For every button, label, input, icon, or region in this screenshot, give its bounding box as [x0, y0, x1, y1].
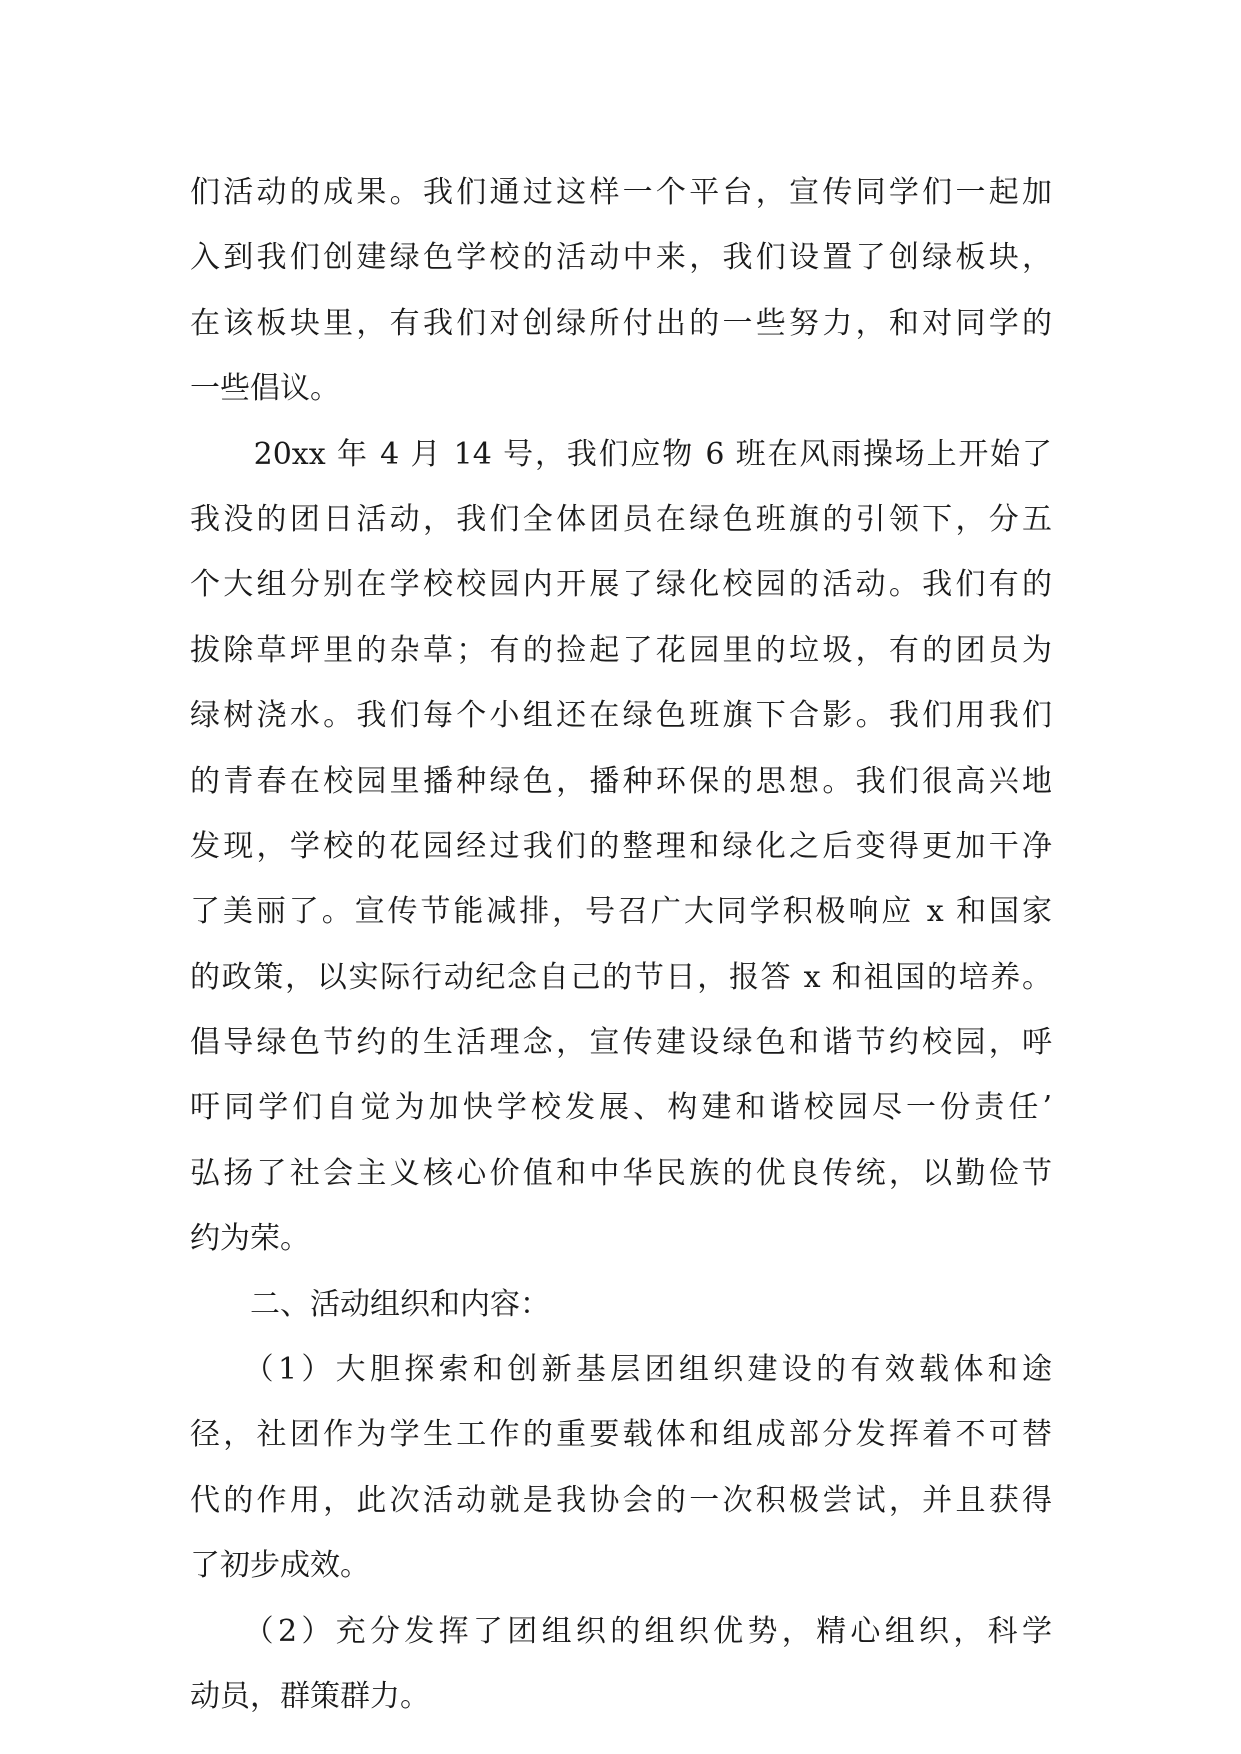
text-line: 20xx 年 4 月 14 号，我们应物 6 班在风雨操场上开始了 — [190, 436, 1052, 472]
text-line: （2）充分发挥了团组织的组织优势，精心组织，科学 — [190, 1613, 1052, 1649]
text-line: 入到我们创建绿色学校的活动中来，我们设置了创绿板块， — [190, 240, 1052, 276]
text-line: 弘扬了社会主义核心价值和中华民族的优良传统，以勤俭节 — [190, 1155, 1052, 1191]
text-line: 倡导绿色节约的生活理念，宣传建设绿色和谐节约校园，呼 — [190, 1025, 1052, 1061]
document-body — [190, 160, 1052, 1729]
text-line: 约为荣。 — [190, 1221, 310, 1257]
text-line: 的政策，以实际行动纪念自己的节日，报答 x 和祖国的培养。 — [190, 959, 1052, 995]
text-line: 的青春在校园里播种绿色，播种环保的思想。我们很高兴地 — [190, 763, 1052, 799]
text-line: 一些倡议。 — [190, 371, 340, 407]
text-line: 绿树浇水。我们每个小组还在绿色班旗下合影。我们用我们 — [190, 698, 1052, 734]
text-line: 径，社团作为学生工作的重要载体和组成部分发挥着不可替 — [190, 1417, 1052, 1453]
section-heading: 二、活动组织和内容： — [190, 1286, 550, 1322]
text-line: 在该板块里，有我们对创绿所付出的一些努力，和对同学的 — [190, 305, 1052, 341]
text-line: （1）大胆探索和创新基层团组织建设的有效载体和途 — [190, 1352, 1052, 1388]
text-line: 我没的团日活动，我们全体团员在绿色班旗的引领下，分五 — [190, 501, 1052, 537]
text-line: 拔除草坪里的杂草；有的捡起了花园里的垃圾，有的团员为 — [190, 632, 1052, 668]
text-line: 动员，群策群力。 — [190, 1678, 430, 1714]
text-line: 发现，学校的花园经过我们的整理和绿化之后变得更加干净 — [190, 828, 1052, 864]
text-line: 了美丽了。宣传节能减排，号召广大同学积极响应 x 和国家 — [190, 894, 1052, 930]
text-line: 们活动的成果。我们通过这样一个平台，宣传同学们一起加 — [190, 175, 1052, 210]
text-line: 了初步成效。 — [190, 1548, 370, 1584]
text-line: 代的作用，此次活动就是我协会的一次积极尝试，并且获得 — [190, 1482, 1052, 1518]
text-line: 个大组分别在学校校园内开展了绿化校园的活动。我们有的 — [190, 567, 1052, 603]
text-line: 吁同学们自觉为加快学校发展、构建和谐校园尽一份责任’ — [190, 1090, 1052, 1126]
